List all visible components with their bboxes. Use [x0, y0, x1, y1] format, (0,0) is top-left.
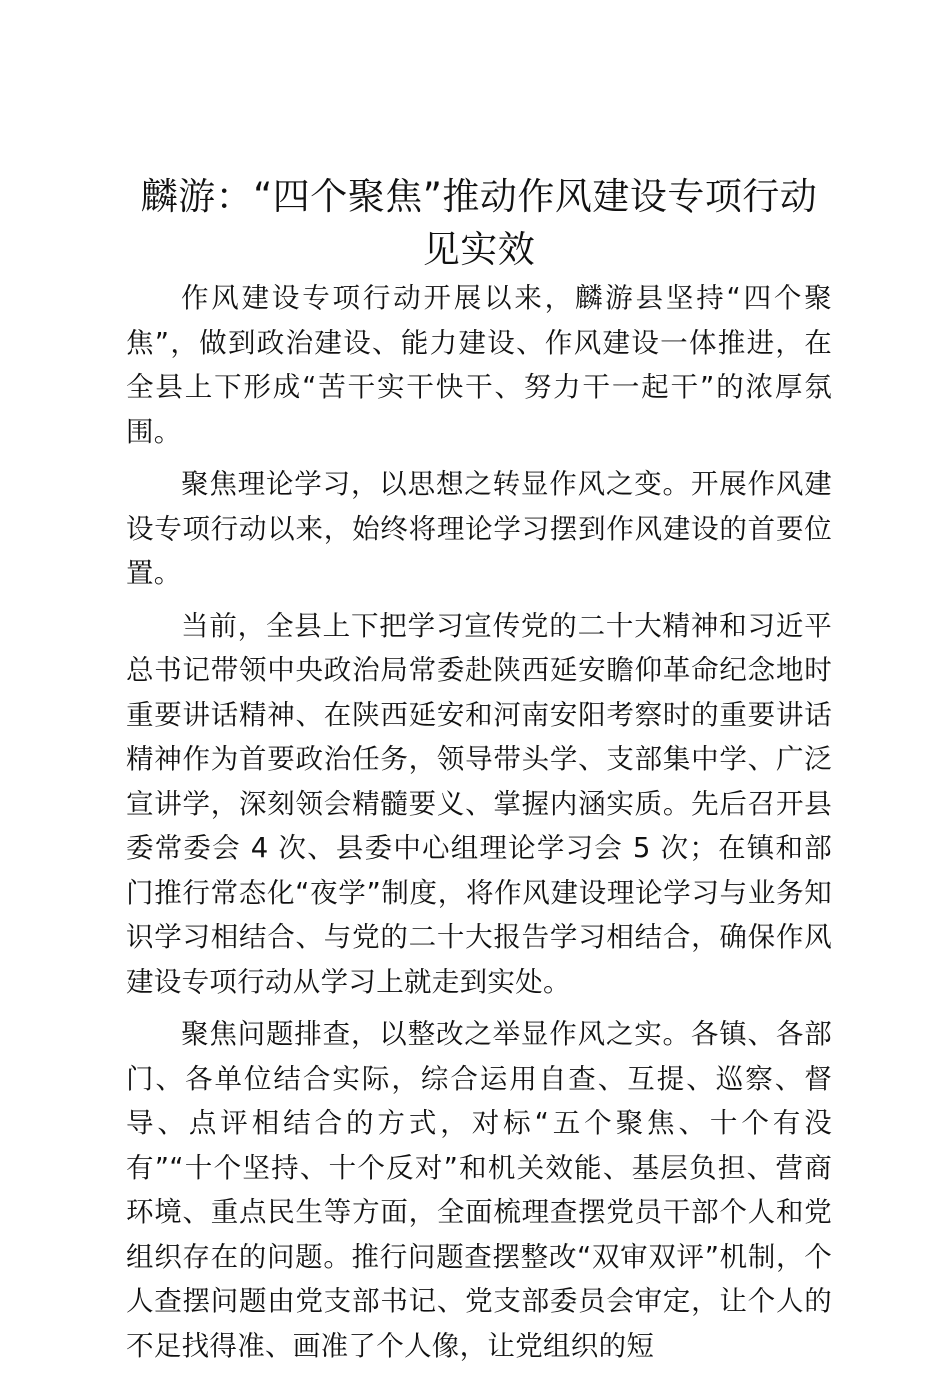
- document-title: 麟游：“四个聚焦”推动作风建设专项行动见实效: [140, 175, 818, 271]
- paragraph-problem-check: 聚焦问题排查，以整改之举显作风之实。各镇、各部门、各单位结合实际，综合运用自查、互提、巡察、督导、点评相结合的方式，对标“五个聚焦、十个有没有”“十个坚持、十个反对”和机关效能、基层负担、营商环境、重点民生等方面，全面梳理查摆党员干部个人和党组织存在的问题。推行问题查摆整改“双审双评”机制，个人查摆问题由党支部书记、党支部委员会审定，让个人的不足找得准、画准了个人像，让党组织的短: [126, 1018, 832, 1362]
- paragraph-current-study: 当前，全县上下把学习宣传党的二十大精神和习近平总书记带领中央政治局常委赴陕西延安瞻仰革命纪念地时重要讲话精神、在陕西延安和河南安阳考察时的重要讲话精神作为首要政治任务，领导带头学、支部集中学、广泛宣讲学，深刻领会精髓要义、掌握内涵实质。先后召开县委常委会 4 次、县委中心组理论学习会 5 次；在镇和部门推行常态化“夜学”制度，将作风建设理论学习与业务知识学习相结合、与党的二十大报告学习相结合，确保作风建设专项行动从学习上就走到实处。: [126, 609, 832, 998]
- document-body: [126, 276, 832, 1376]
- paragraph-intro: 作风建设专项行动开展以来，麟游县坚持“四个聚焦”，做到政治建设、能力建设、作风建设一体推进，在全县上下形成“苦干实干快干、努力干一起干”的浓厚氛围。: [126, 282, 832, 448]
- paragraph-theory-study: 聚焦理论学习，以思想之转显作风之变。开展作风建设专项行动以来，始终将理论学习摆到作风建设的首要位置。: [126, 468, 832, 589]
